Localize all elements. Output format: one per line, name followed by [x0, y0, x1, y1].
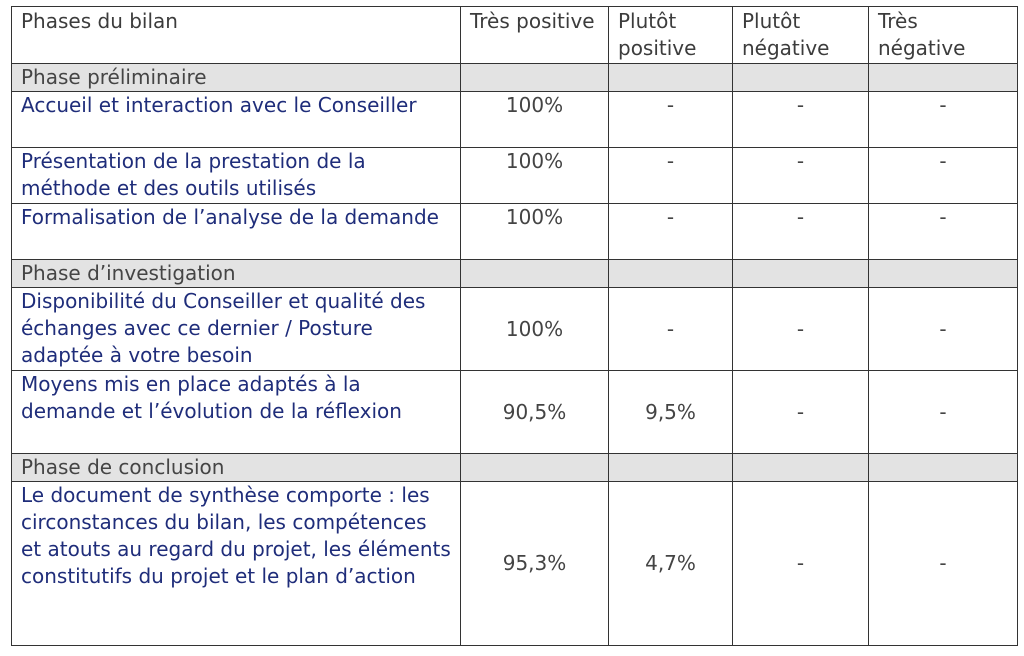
- section-title: Phase préliminaire: [12, 64, 461, 92]
- table-row: [12, 204, 1018, 260]
- value-cell: -: [869, 288, 1018, 371]
- header-plutot-negative: Plutôt négative: [733, 7, 869, 64]
- value-cell: -: [609, 288, 733, 371]
- section-row: [12, 454, 1018, 482]
- value-cell: 100%: [461, 288, 609, 371]
- value-cell: -: [869, 371, 1018, 454]
- row-label: Présentation de la prestation de la méthode et des outils utilisés: [12, 148, 461, 204]
- section-title: Phase de conclusion: [12, 454, 461, 482]
- value-cell: -: [733, 371, 869, 454]
- value-cell: -: [609, 92, 733, 148]
- header-tres-negative: Très négative: [869, 7, 1018, 64]
- value-cell: 9,5%: [609, 371, 733, 454]
- row-label: Moyens mis en place adaptés à la demande et l’évolution de la réflexion: [12, 371, 461, 454]
- value-cell: 95,3%: [461, 482, 609, 646]
- row-label: Disponibilité du Conseiller et qualité des échanges avec ce dernier / Posture adaptée à votre besoin: [12, 288, 461, 371]
- value-cell: -: [869, 148, 1018, 204]
- value-cell: -: [869, 204, 1018, 260]
- table-row: [12, 92, 1018, 148]
- row-label: Formalisation de l’analyse de la demande: [12, 204, 461, 260]
- value-cell: 4,7%: [609, 482, 733, 646]
- section-row: [12, 260, 1018, 288]
- value-cell: -: [609, 204, 733, 260]
- value-cell: -: [733, 482, 869, 646]
- header-phases: Phases du bilan: [12, 7, 461, 64]
- value-cell: -: [869, 92, 1018, 148]
- header-plutot-positive: Plutôt positive: [609, 7, 733, 64]
- section-title: Phase d’investigation: [12, 260, 461, 288]
- evaluation-table: [11, 6, 1018, 646]
- table-row: [12, 371, 1018, 454]
- value-cell: 90,5%: [461, 371, 609, 454]
- table-row: [12, 482, 1018, 646]
- value-cell: 100%: [461, 148, 609, 204]
- value-cell: -: [733, 204, 869, 260]
- value-cell: -: [609, 148, 733, 204]
- table-row: [12, 288, 1018, 371]
- value-cell: -: [869, 482, 1018, 646]
- value-cell: -: [733, 148, 869, 204]
- header-tres-positive: Très positive: [461, 7, 609, 64]
- row-label: Le document de synthèse comporte : les circonstances du bilan, les compétences et atouts au regard du projet, les éléments constitutifs du projet et le plan d’action: [12, 482, 461, 646]
- evaluation-table-container: [11, 6, 1018, 646]
- value-cell: 100%: [461, 92, 609, 148]
- table-row: [12, 148, 1018, 204]
- value-cell: -: [733, 92, 869, 148]
- row-label: Accueil et interaction avec le Conseiller: [12, 92, 461, 148]
- value-cell: 100%: [461, 204, 609, 260]
- section-row: [12, 64, 1018, 92]
- value-cell: -: [733, 288, 869, 371]
- header-row: [12, 7, 1018, 64]
